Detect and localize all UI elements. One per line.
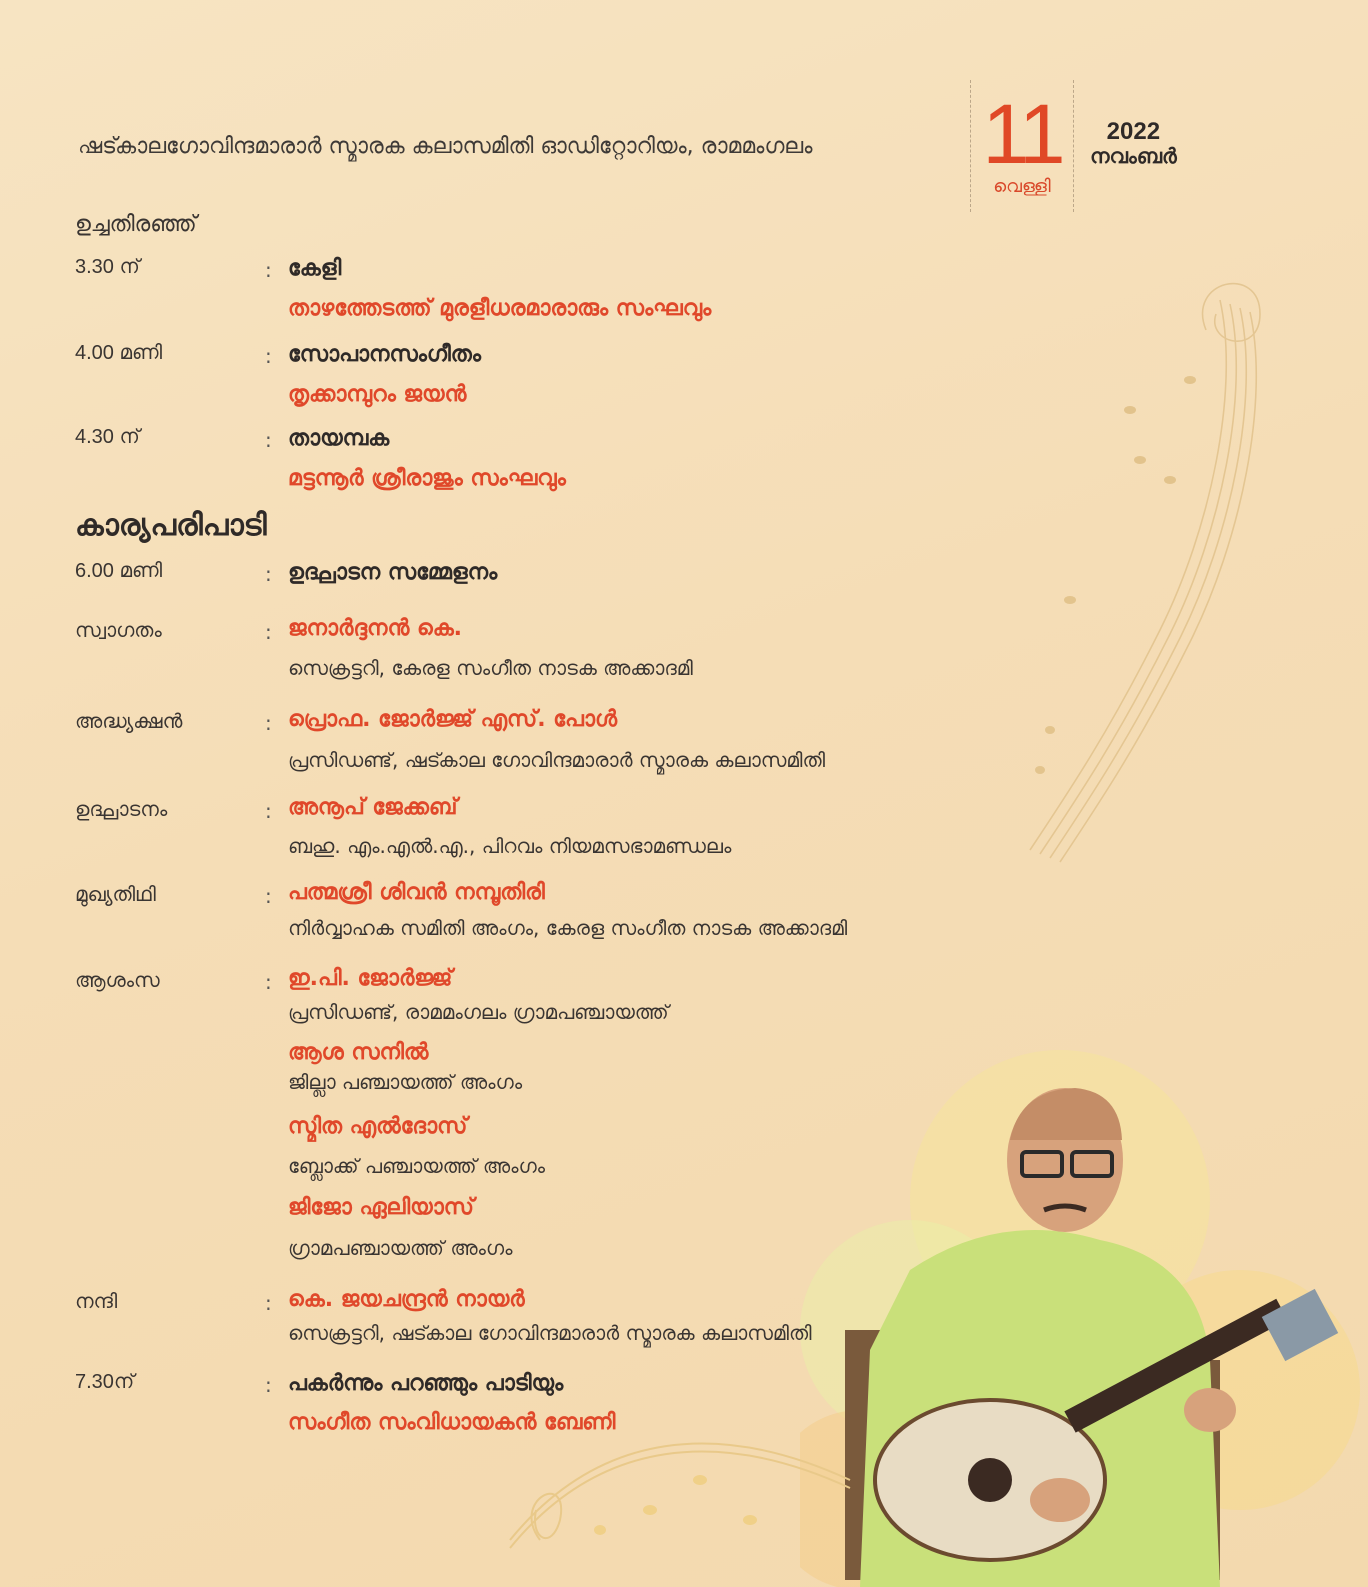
role-label: നന്ദി bbox=[75, 1289, 118, 1313]
person-desc: ബ്ലോക്ക് പഞ്ചായത്ത് അംഗം bbox=[288, 1154, 546, 1178]
venue-title: ഷട്കാലഗോവിന്ദമാരാർ സ്മാരക കലാസമിതി ഓഡിറ്റോറിയം, രാമമംഗലം bbox=[78, 134, 813, 159]
person-name: അനൂപ് ജേക്കബ് bbox=[288, 795, 458, 820]
row-colon: : bbox=[265, 970, 272, 994]
role-label: ആശംസ bbox=[75, 968, 160, 992]
person-name: ഇ.പി. ജോർജ്ജ് bbox=[288, 966, 453, 991]
row-colon: : bbox=[265, 428, 272, 452]
row-colon: : bbox=[265, 799, 272, 823]
person-name: പ്രൊഫ. ജോർജ്ജ് എസ്. പോൾ bbox=[288, 707, 618, 732]
person-desc: ബഹു. എം.എൽ.എ., പിറവം നിയമസഭാമണ്ഡലം bbox=[288, 834, 732, 858]
person-desc: ജില്ലാ പഞ്ചായത്ത് അംഗം bbox=[288, 1070, 523, 1094]
role-label: മുഖ്യതിഥി bbox=[75, 882, 156, 906]
person-name: സ്മിത എൽദോസ് bbox=[288, 1114, 468, 1139]
row-title: പകർന്നും പറഞ്ഞും പാടിയും bbox=[288, 1371, 564, 1396]
row-colon: : bbox=[265, 711, 272, 735]
row-title: ഉദ്ഘാടന സമ്മേളനം bbox=[288, 560, 498, 585]
row-colon: : bbox=[265, 884, 272, 908]
person-name: ആശ സനിൽ bbox=[288, 1040, 429, 1065]
performer-name: തൃക്കാമ്പുറം ജയൻ bbox=[288, 382, 467, 407]
person-desc: പ്രസിഡണ്ട്, രാമമംഗലം ഗ്രാമപഞ്ചായത്ത് bbox=[288, 1000, 669, 1024]
row-colon: : bbox=[265, 258, 272, 282]
performer-name: സംഗീത സംവിധായകൻ ബേണി bbox=[288, 1410, 616, 1435]
person-desc: ഗ്രാമപഞ്ചായത്ത് അംഗം bbox=[288, 1236, 513, 1260]
row-colon: : bbox=[265, 620, 272, 644]
person-desc: സെക്രട്ടറി, കേരള സംഗീത നാടക അക്കാദമി bbox=[288, 656, 693, 680]
row-time: 7.30ന് bbox=[75, 1371, 135, 1393]
performer-name: താഴത്തേടത്ത് മുരളീധരമാരാരും സംഘവും bbox=[288, 296, 712, 321]
role-label: അദ്ധ്യക്ഷൻ bbox=[75, 709, 183, 733]
row-time: 4.00 മണി bbox=[75, 342, 163, 364]
year-month bbox=[1090, 118, 1177, 169]
person-desc: നിർവ്വാഹക സമിതി അംഗം, കേരള സംഗീത നാടക അക്കാദമി bbox=[288, 916, 848, 940]
performer-name: മട്ടന്നൂർ ശ്രീരാജും സംഘവും bbox=[288, 466, 566, 491]
person-name: കെ. ജയചന്ദ്രൻ നായർ bbox=[288, 1287, 525, 1312]
month: നവംബർ bbox=[1090, 144, 1177, 168]
date-badge bbox=[970, 80, 1074, 212]
row-title: തായമ്പക bbox=[288, 426, 390, 451]
row-colon: : bbox=[265, 1373, 272, 1397]
person-desc: പ്രസിഡണ്ട്, ഷട്കാല ഗോവിന്ദമാരാർ സ്മാരക കലാസമിതി bbox=[288, 748, 826, 772]
row-time: 4.30 ന് bbox=[75, 426, 140, 448]
role-label: സ്വാഗതം bbox=[75, 618, 162, 642]
row-colon: : bbox=[265, 562, 272, 586]
row-colon: : bbox=[265, 344, 272, 368]
person-name: ജനാർദ്ദനൻ കെ. bbox=[288, 616, 463, 641]
day-number: 11 bbox=[982, 87, 1062, 181]
row-title: കേളി bbox=[288, 256, 342, 281]
person-desc: സെക്രട്ടറി, ഷട്കാല ഗോവിന്ദമാരാർ സ്മാരക കലാസമിതി bbox=[288, 1321, 812, 1345]
person-name: ജിജോ ഏലിയാസ് bbox=[288, 1195, 474, 1220]
musician-illustration bbox=[800, 1030, 1368, 1587]
row-title: സോപാനസംഗീതം bbox=[288, 342, 482, 367]
day-name: വെള്ളി bbox=[993, 176, 1051, 197]
role-label: ഉദ്ഘാടനം bbox=[75, 797, 168, 821]
person-name: പത്മശ്രീ ശിവൻ നമ്പൂതിരി bbox=[288, 880, 545, 905]
program-heading: കാര്യപരിപാടി bbox=[75, 508, 267, 543]
music-staff-decoration bbox=[1010, 270, 1290, 870]
year: 2022 bbox=[1106, 118, 1161, 145]
afternoon-label: ഉച്ചതിരഞ്ഞ് bbox=[75, 212, 197, 237]
row-time: 6.00 മണി bbox=[75, 560, 163, 582]
row-colon: : bbox=[265, 1291, 272, 1315]
row-time: 3.30 ന് bbox=[75, 256, 140, 278]
